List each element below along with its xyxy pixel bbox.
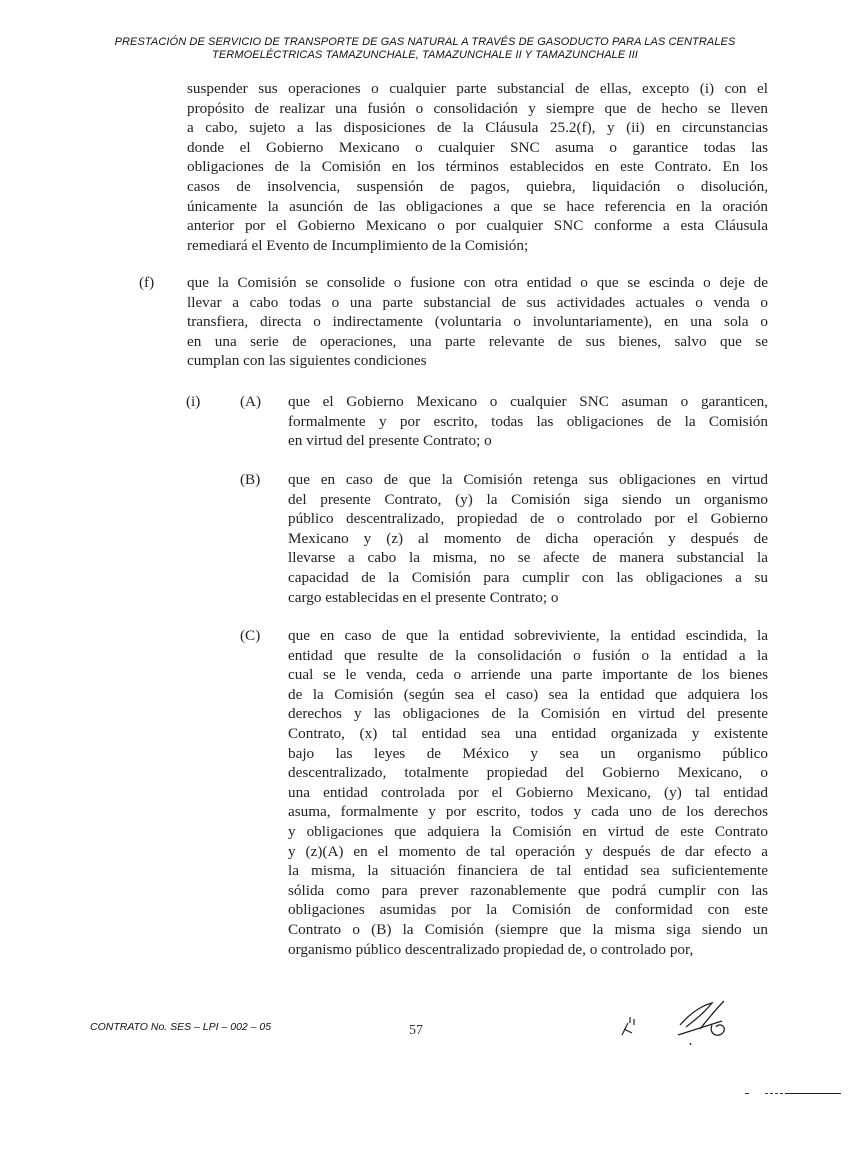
small-initial-mark bbox=[622, 1017, 634, 1035]
text-line: bajo las leyes de México y sea un organismo público bbox=[288, 744, 768, 762]
document-header bbox=[60, 36, 790, 62]
text-line: descentralizado, totalmente propiedad del Gobierno Mexicano, o bbox=[288, 764, 768, 782]
signature-scribble bbox=[678, 1001, 724, 1045]
text-line: que en caso de que la entidad sobreviviente, la entidad escindida, la bbox=[288, 627, 768, 644]
header-line-2: TERMOELÉCTRICAS TAMAZUNCHALE, TAMAZUNCHALE II Y TAMAZUNCHALE III bbox=[212, 49, 638, 61]
text-line: una entidad controlada por el Gobierno Mexicano, (y) tal entidad bbox=[288, 783, 768, 801]
text-line: propósito de realizar una fusión o consolidación y siempre que de hecho se lleven bbox=[187, 99, 768, 117]
text-line: público descentralizado, propiedad de o controlado por el Gobierno bbox=[288, 510, 768, 528]
text-line: obligaciones de la Comisión en los términos establecidos en este Contrato. En los bbox=[187, 158, 768, 176]
text-line: organismo público descentralizado propiedad de, o controlado por, bbox=[288, 940, 694, 958]
text-line: Contrato o (B) la Comisión (siempre que la misma siga siendo un bbox=[288, 920, 768, 938]
text-line: formalmente y por escrito, todas las obligaciones de la Comisión bbox=[288, 412, 768, 430]
text-line: la misma, la situación financiera de tal entidad sea suficientemente bbox=[288, 862, 768, 880]
item-B-label: (B) bbox=[240, 471, 261, 488]
handwritten-initials-icon bbox=[612, 995, 772, 1055]
text-line: del presente Contrato, (y) la Comisión siga siendo un organismo bbox=[288, 490, 768, 508]
text-line: llevar a cabo todas o una parte substancial de sus actividades actuales o venda o bbox=[187, 293, 768, 311]
item-A-paragraph bbox=[288, 392, 768, 451]
text-line: en una serie de operaciones, una parte relevante de sus bienes, salvo que se bbox=[187, 332, 768, 350]
item-f-paragraph bbox=[187, 273, 768, 371]
continuation-paragraph bbox=[187, 79, 768, 255]
item-C-label: (C) bbox=[240, 627, 261, 644]
item-f-label: (f) bbox=[139, 274, 155, 291]
contract-number: CONTRATO No. SES – LPI – 002 – 05 bbox=[90, 1021, 272, 1033]
text-line: cumplan con las siguientes condiciones bbox=[187, 352, 427, 370]
item-B-paragraph bbox=[288, 470, 768, 607]
text-line: sólida como para prever razonablemente que podrá cumplir con las bbox=[288, 881, 768, 899]
text-line: que la Comisión se consolide o fusione con otra entidad o que se escinda o deje de bbox=[187, 274, 768, 291]
footer-rule bbox=[745, 1093, 841, 1094]
text-line: Contrato, (x) tal entidad sea una entidad organizada y existente bbox=[288, 724, 768, 742]
text-line: cargo establecidas en el presente Contrato; o bbox=[288, 588, 559, 606]
text-line: cual se le venda, ceda o arriende una parte importante de los bienes bbox=[288, 666, 768, 684]
text-line: y obligaciones que adquiera la Comisión en virtud de este Contrato bbox=[288, 822, 768, 840]
text-line: de la Comisión (según sea el caso) sea la entidad que adquiera los bbox=[288, 685, 768, 703]
text-line: casos de insolvencia, suspensión de pagos, quiebra, liquidación o disolución, bbox=[187, 177, 768, 195]
text-line: en virtud del presente Contrato; o bbox=[288, 432, 492, 450]
text-line: suspender sus operaciones o cualquier parte substancial de ellas, excepto (i) con el bbox=[187, 80, 768, 97]
text-line: donde el Gobierno Mexicano o cualquier SNC asuma o garantice todas las bbox=[187, 138, 768, 156]
text-line: anterior por el Gobierno Mexicano o por cualquier SNC conforme a esta Cláusula bbox=[187, 217, 768, 235]
text-line: y (z)(A) en el momento de tal operación y después de dar efecto a bbox=[288, 842, 768, 860]
text-line: transfiera, directa o indirectamente (voluntaria o involuntariamente), en una sola o bbox=[187, 313, 768, 331]
text-line: a cabo, sujeto a las disposiciones de la Cláusula 25.2(f), y (ii) en circunstancias bbox=[187, 119, 768, 137]
item-A-label: (A) bbox=[240, 393, 262, 410]
text-line: Mexicano y (z) al momento de dicha operación y después de bbox=[288, 529, 768, 547]
item-C-paragraph bbox=[288, 626, 768, 959]
text-line: únicamente la asunción de las obligaciones a que se hace referencia en la oración bbox=[187, 197, 768, 215]
text-line: que en caso de que la Comisión retenga sus obligaciones en virtud bbox=[288, 471, 768, 488]
text-line: obligaciones asumidas por la Comisión de conformidad con este bbox=[288, 901, 768, 919]
sub-i-label: (i) bbox=[186, 393, 201, 410]
text-line: que el Gobierno Mexicano o cualquier SNC asuman o garanticen, bbox=[288, 393, 768, 410]
page-number: 57 bbox=[409, 1023, 423, 1038]
text-line: derechos y las obligaciones de la Comisión en virtud del presente bbox=[288, 705, 768, 723]
text-line: asuma, formalmente y por escrito, todos y cada uno de los derechos bbox=[288, 803, 768, 821]
text-line: llevarse a cabo la misma, no se afecte de manera substancial la bbox=[288, 549, 768, 567]
text-line: entidad que resulte de la consolidación o fusión o la entidad a la bbox=[288, 646, 768, 664]
text-line: remediará el Evento de Incumplimiento de la Comisión; bbox=[187, 236, 529, 254]
header-line-1: PRESTACIÓN DE SERVICIO DE TRANSPORTE DE GAS NATURAL A TRAVÉS DE GASODUCTO PARA LAS CENTRALES bbox=[114, 36, 736, 48]
text-line: capacidad de la Comisión para cumplir con las obligaciones a su bbox=[288, 568, 768, 586]
